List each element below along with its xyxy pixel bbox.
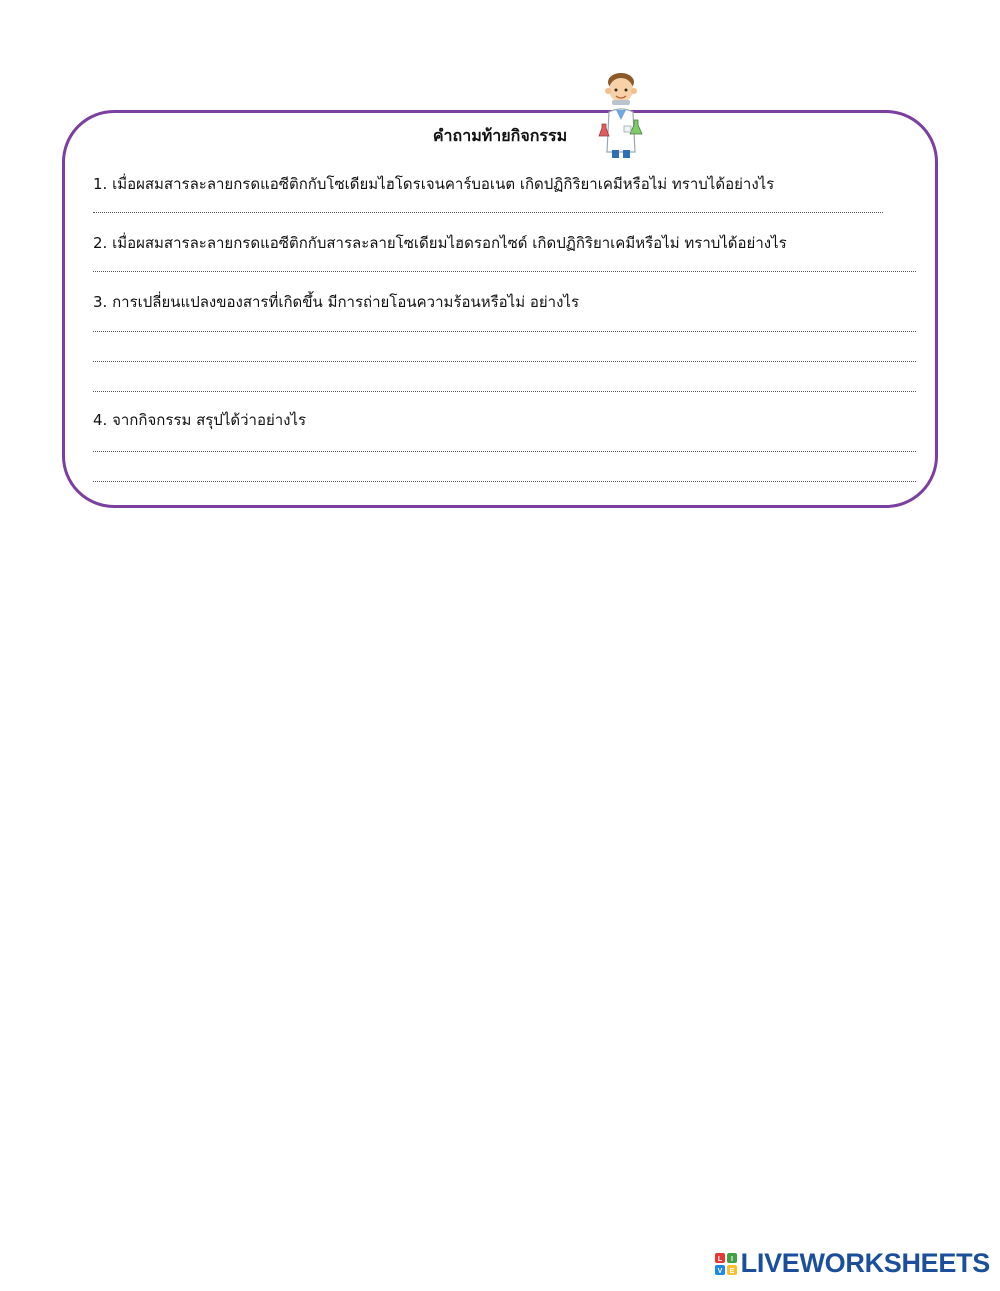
answer-line-3c[interactable] [93,391,916,392]
answer-line-2[interactable] [93,271,916,272]
worksheet-title: คำถามท้ายกิจกรรม [432,126,568,145]
question-2: 2. เมื่อผสมสารละลายกรดแอซีติกกับสารละลายโซเดียมไฮดรอกไซด์ เกิดปฏิกิริยาเคมีหรือไม่ ทราบได้อย่างไร [93,234,787,252]
answer-line-3b[interactable] [93,361,916,362]
logo-letter-i: I [730,1255,733,1263]
brand-footer [715,1250,990,1277]
answer-line-4b[interactable] [93,481,916,482]
answer-line-4a[interactable] [93,451,916,452]
question-3: 3. การเปลี่ยนแปลงของสารที่เกิดขึ้น มีการถ่ายโอนความร้อนหรือไม่ อย่างไร [93,293,580,311]
question-1: 1. เมื่อผสมสารละลายกรดแอซีติกกับโซเดียมไฮโดรเจนคาร์บอเนต เกิดปฏิกิริยาเคมีหรือไม่ ทราบได้อย่างไร [93,175,775,193]
logo-letter-l: L [717,1255,722,1263]
liveworksheets-logo-icon [715,1253,737,1275]
answer-line-3a[interactable] [93,331,916,332]
question-4: 4. จากกิจกรรม สรุปได้ว่าอย่างไร [93,411,307,429]
logo-letter-e: E [729,1267,735,1275]
answer-line-1[interactable] [93,212,883,213]
brand-name[interactable]: LIVEWORKSHEETS [740,1248,990,1278]
logo-letter-v: V [717,1267,723,1275]
